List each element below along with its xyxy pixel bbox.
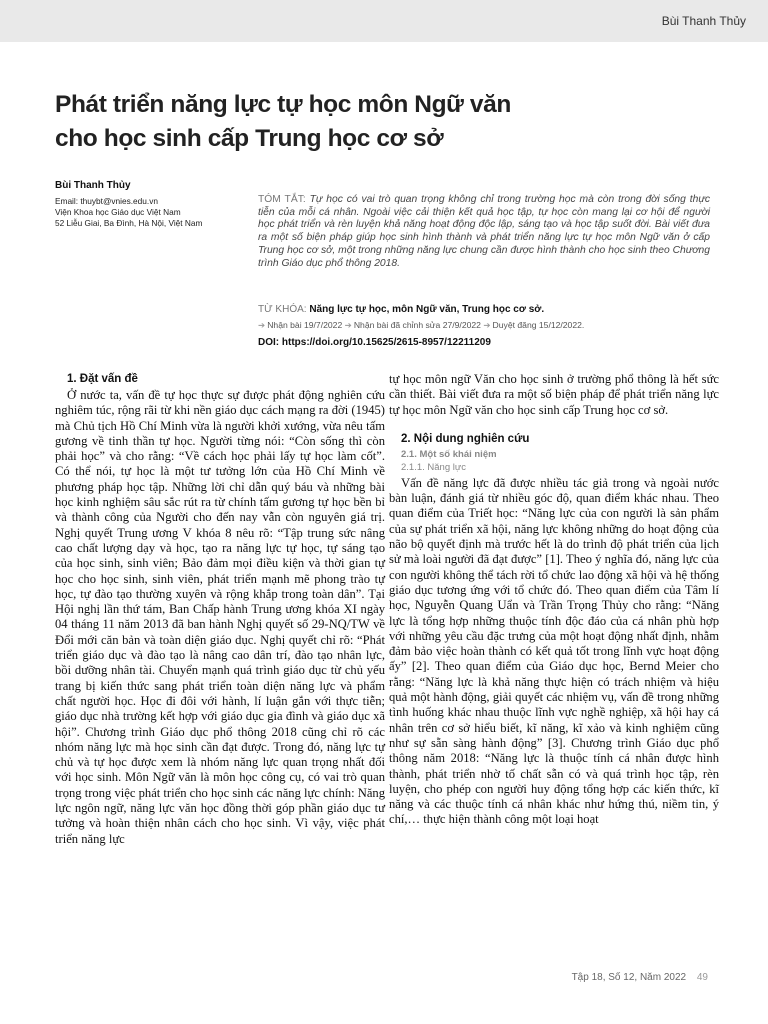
arrow-right-icon: ➔ <box>344 320 352 330</box>
article-title-line-2: cho học sinh cấp Trung học cơ sở <box>55 125 444 152</box>
author-institute: Viện Khoa học Giáo dục Việt Nam <box>55 207 181 217</box>
section-2-heading: 2. Nội dung nghiên cứu <box>401 432 530 445</box>
running-header <box>0 0 768 42</box>
section-1-heading: 1. Đặt vấn đề <box>67 373 138 385</box>
date-revised: Nhận bài đã chỉnh sửa 27/9/2022 <box>353 320 481 330</box>
body-column-right <box>389 372 719 828</box>
footer-issue: Tập 18, Số 12, Năm 2022 <box>571 972 687 983</box>
page-footer <box>572 972 708 983</box>
arrow-right-icon: ➔ <box>483 320 491 330</box>
subsection-2-1-heading: 2.1. Một số khái niệm <box>401 448 497 460</box>
date-received: Nhận bài 19/7/2022 <box>267 320 343 330</box>
abstract <box>258 194 710 270</box>
keywords-value: Năng lực tự học, môn Ngữ văn, Trung học cơ sở. <box>309 304 545 315</box>
section-1-continuation: tự học môn ngữ Văn cho học sinh ở trường phổ thông là hết sức cần thiết. Bài viết đưa ra một số biện pháp để phát triển năng lực tự học môn Ngữ văn cho học sinh cấp Trung học cơ sở. <box>389 372 719 417</box>
page-number: 49 <box>696 972 708 983</box>
arrow-right-icon: ➔ <box>258 320 266 330</box>
subsection-2-1-1-heading: 2.1.1. Năng lực <box>401 461 466 473</box>
running-header-author: Bùi Thanh Thủy <box>661 14 746 28</box>
keywords <box>258 304 710 315</box>
keywords-label: TỪ KHÓA: <box>258 304 307 315</box>
author-name: Bùi Thanh Thủy <box>55 180 131 191</box>
author-address: 52 Liễu Giai, Ba Đình, Hà Nội, Việt Nam <box>55 218 203 228</box>
date-accepted: Duyệt đăng 15/12/2022. <box>492 320 585 330</box>
abstract-label: TÓM TẮT: <box>258 194 306 205</box>
section-2-paragraph: Vấn đề năng lực đã được nhiều tác giả trong và ngoài nước bàn luận, đánh giá từ nhiều góc độ, quan điểm khác nhau. Theo quan điểm của Triết học: “Năng lực của con người là sản phẩm của sự phát triển xã hội, năng lực không những do hoạt động của não bộ quyết định mà trước hết là do trình độ phát triển của lịch sử mà loài người đã đạt được” [1]. Theo ý nghĩa đó, năng lực của con người không thể tách rời tổ chức lao động xã hội và hệ thống giáo dục tương ứng với tổ chức đó. Theo quan điểm của Tâm lí học, Nguyễn Quang Uẩn và Trần Trọng Thủy cho rằng: “Năng lực là tổng hợp những thuộc tính độc đáo của cá nhân phù hợp với những yêu cầu đặc trưng của một hoạt động nhất định, nhằm đảm bảo việc hoàn thành có kết quả tốt trong lĩnh vực hoạt động ấy” [2]. Theo quan điểm của Giáo dục học, Bernd Meier cho rằng: “Năng lực là khả năng thực hiện có trách nhiệm và hiệu quả một hành động, giải quyết các nhiệm vụ, vấn đề trong những tình huống khác nhau thuộc lĩnh vực nghề nghiệp, xã hội hay cá nhân trên cơ sở hiểu biết, kĩ năng, kĩ xảo và kinh nghiệm cũng như sự sẵn sàng hành động” [3]. Chương trình Giáo dục phổ thông năm 2018: “Năng lực là thuộc tính cá nhân được hình thành, phát triển nhờ tố chất sẵn có và quá trình học tập, rèn luyện, cho phép con người huy động tổng hợp các kiến thức, kĩ năng và các thuộc tính cá nhân khác như hứng thú, niềm tin, ý chí,… thực hiện thành công một loại hoạt <box>389 475 719 827</box>
abstract-text: Tự học có vai trò quan trọng không chỉ trong trường học mà còn trong đời sống thực tiễn của mỗi cá nhân. Ngoài việc cải thiện kết quả học tập, tự học còn mang lại cơ hội để người học phát triển và rèn luyện khả năng hoạt động độc lập, sáng tạo và học tập suốt đời. Bài viết đưa ra một số biện pháp giúp học sinh hình thành và phát triển năng lực tự học môn Ngữ văn ở cấp Trung học cơ sở, một trong những năng lực chung cần được hình thành cho học sinh theo Chương trình Giáo dục phổ thông 2018. <box>258 194 710 269</box>
article-dates <box>258 320 584 331</box>
body-column-left <box>55 372 385 847</box>
author-affiliation <box>55 196 202 229</box>
section-1-paragraph: Ở nước ta, vấn đề tự học thực sự được phát động nghiên cứu nghiêm túc, rộng rãi từ khi nền giáo dục cách mạng ra đời (1945) mà Chủ tịch Hồ Chí Minh vừa là người khởi xướng, vừa nêu tấm gương về tinh thần tự học. Người từng nói: “Còn sống thì còn phải học” và cho rằng: “Về cách học phải lấy tự học làm cốt”. Có thể nói, tự học là một tư tưởng lớn của Hồ Chí Minh về phương pháp học tập. Những lời chỉ dẫn quý báu và những bài học kinh nghiệm sâu sắc rút ra từ chính tấm gương tự học bền bỉ và thành công của Người cho đến nay vẫn còn nguyên giá trị. Nghị quyết Trung ương V khóa 8 nêu rõ: “Tập trung sức nâng cao chất lượng dạy và học, tạo ra năng lực tự học, tự sáng tạo của học sinh, sinh viên; Bảo đảm mọi điều kiện và thời gian tự học cho học sinh, sinh viên, phát triển mạnh mẽ phong trào tự học, tự đào tạo thường xuyên và rộng khắp trong toàn dân”. Tại Hội nghị lần thứ tám, Ban Chấp hành Trung ương khóa XI ngày 04 tháng 11 năm 2013 đã ban hành Nghị quyết số 29-NQ/TW về Đổi mới căn bản và toàn diện giáo dục. Nghị quyết chỉ rõ: “Phát triển giáo dục và đào tạo là nâng cao dân trí, đào tạo nhân lực, bồi dưỡng nhân tài. Chuyển mạnh quá trình giáo dục từ chủ yếu trang bị kiến thức sang phát triển toàn diện năng lực và phẩm chất người học. Học đi đôi với hành, lí luận gắn với thực tiễn; giáo dục nhà trường kết hợp với giáo dục gia đình và giáo dục xã hội”. Chương trình Giáo dục phổ thông 2018 cũng chỉ rõ các nhóm năng lực mà học sinh cần đạt được. Trong đó, năng lực tự chủ và tự học được xem là nhóm năng lực quan trọng nhất đối với học sinh. Môn Ngữ văn là môn học công cụ, có vai trò quan trọng trong việc phát triển cho học sinh các năng lực chính: Năng lực ngôn ngữ, năng lực văn học đồng thời góp phần giáo dục tư tưởng và hoàn thiện nhân cách cho học sinh. Vì vậy, việc phát triển năng lực <box>55 388 385 846</box>
article-title <box>55 88 615 156</box>
section-spacer <box>389 418 719 432</box>
doi-link[interactable]: DOI: https://doi.org/10.15625/2615-8957/12211209 <box>258 337 491 348</box>
author-email: Email: thuybt@vnies.edu.vn <box>55 196 158 206</box>
article-title-line-1: Phát triển năng lực tự học môn Ngữ văn <box>55 91 511 118</box>
